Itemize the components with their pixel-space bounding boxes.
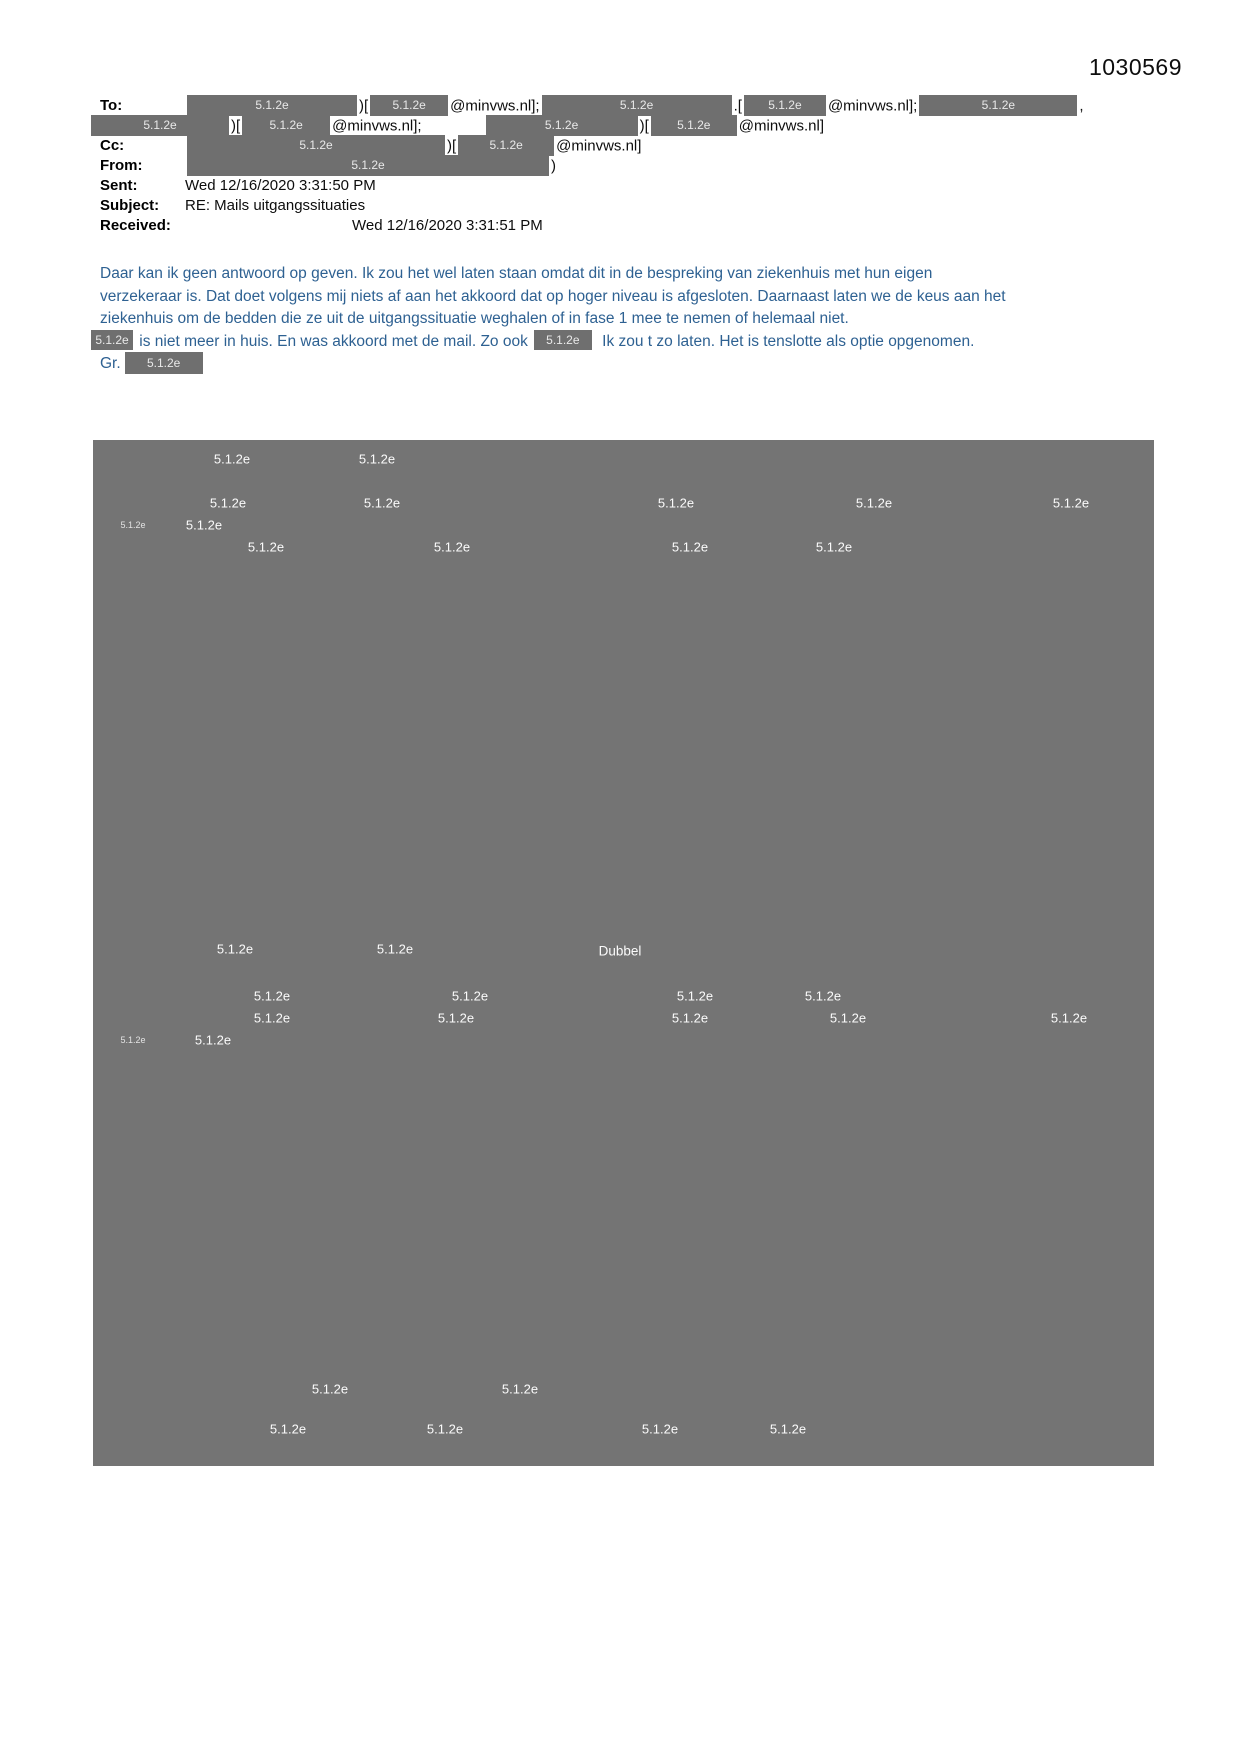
redaction-code-label: 5.1.2e xyxy=(451,988,489,1004)
redacted-block xyxy=(93,440,1154,1466)
redaction-box xyxy=(651,115,737,136)
redaction-code-label: 5.1.2e xyxy=(671,1010,709,1026)
redaction-box xyxy=(242,115,330,136)
body-line: ziekenhuis om de bedden die ze uit de uitgangssituatie weghalen of in fase 1 mee te nemen of helemaal niet. xyxy=(100,310,849,327)
to-label: To: xyxy=(100,97,123,115)
redaction-code-label: 5.1.2e xyxy=(671,539,709,555)
redaction-code-label: 5.1.2e xyxy=(120,1035,146,1045)
redaction-code-label: 5.1.2e xyxy=(804,988,842,1004)
redaction-code-label: 5.1.2e xyxy=(213,451,251,467)
redaction-code: 5.1.2e xyxy=(146,356,181,370)
redaction-code: 5.1.2e xyxy=(351,158,385,172)
header-fragment: , xyxy=(1079,97,1084,115)
subject-label: Subject: xyxy=(100,197,160,214)
header-fragment: @minvws.nl]; xyxy=(332,117,422,135)
redaction-box xyxy=(91,330,133,350)
redaction-code-label: 5.1.2e xyxy=(501,1381,539,1397)
dubbel-label: Dubbel xyxy=(598,943,642,959)
redaction-code-label: 5.1.2e xyxy=(194,1032,232,1048)
redaction-code: 5.1.2e xyxy=(255,98,289,112)
cc-label: Cc: xyxy=(100,137,125,155)
redaction-box xyxy=(91,115,229,136)
redaction-code-label: 5.1.2e xyxy=(120,520,146,530)
redaction-code-label: 5.1.2e xyxy=(376,941,414,957)
body-line: verzekeraar is. Dat doet volgens mij niets af aan het akkoord dat op hoger niveau is afgesloten. Daarnaast laten we de keus aan het xyxy=(100,287,1006,305)
redaction-code: 5.1.2e xyxy=(392,98,426,112)
redaction-code-label: 5.1.2e xyxy=(769,1421,807,1437)
redaction-code: 5.1.2e xyxy=(143,118,177,132)
redaction-code-label: 5.1.2e xyxy=(676,988,714,1004)
redaction-code: 5.1.2e xyxy=(269,118,303,132)
redaction-code-label: 5.1.2e xyxy=(829,1010,867,1026)
redaction-code: 5.1.2e xyxy=(489,138,523,152)
redaction-box xyxy=(187,135,445,156)
redaction-code-label: 5.1.2e xyxy=(1050,1010,1088,1026)
header-row-to-wrap xyxy=(100,116,1220,136)
header-row-sent xyxy=(100,176,1220,196)
sent-label: Sent: xyxy=(100,177,138,194)
body-text: is niet meer in huis. En was akkoord met de mail. Zo ook xyxy=(135,332,528,350)
redaction-code: 5.1.2e xyxy=(546,333,580,348)
redaction-box xyxy=(458,135,554,156)
redaction-code-label: 5.1.2e xyxy=(641,1421,679,1437)
redaction-code-label: 5.1.2e xyxy=(247,539,285,555)
email-body xyxy=(95,263,1140,376)
header-row-from xyxy=(100,156,1220,176)
redaction-code-label: 5.1.2e xyxy=(433,539,471,555)
redaction-code: 5.1.2e xyxy=(981,98,1016,112)
email-header xyxy=(100,96,1220,236)
body-text: Ik zou t zo laten. Het is tenslotte als optie opgenomen. xyxy=(597,332,975,350)
redaction-code-label: 5.1.2e xyxy=(269,1421,307,1437)
header-fragment: @minvws.nl] xyxy=(738,117,825,135)
received-label: Received: xyxy=(100,217,171,234)
subject-value: RE: Mails uitgangssituaties xyxy=(185,197,366,214)
redaction-code-label: 5.1.2e xyxy=(253,988,291,1004)
sent-value: Wed 12/16/2020 3:31:50 PM xyxy=(185,177,376,194)
body-line: Daar kan ik geen antwoord op geven. Ik zou het wel laten staan omdat dit in de bespreking van ziekenhuis met hun eigen xyxy=(100,265,933,282)
redaction-code: 5.1.2e xyxy=(768,98,802,112)
body-line-redacted xyxy=(95,331,1140,354)
redaction-code-label: 5.1.2e xyxy=(185,517,223,533)
from-label: From: xyxy=(100,157,143,175)
header-fragment: )[ xyxy=(231,117,241,135)
header-row-to xyxy=(100,96,1220,116)
header-row-received xyxy=(100,216,1220,236)
redaction-box xyxy=(744,95,826,116)
redaction-box xyxy=(370,95,448,116)
redaction-code-label: 5.1.2e xyxy=(855,495,893,511)
redaction-code-label: 5.1.2e xyxy=(216,941,254,957)
redaction-box xyxy=(187,95,357,116)
redaction-code: 5.1.2e xyxy=(677,118,711,132)
header-fragment: )[ xyxy=(447,137,457,155)
redaction-code: 5.1.2e xyxy=(544,118,579,132)
header-fragment: )[ xyxy=(359,97,369,115)
redaction-code-label: 5.1.2e xyxy=(815,539,853,555)
redaction-code: 5.1.2e xyxy=(95,333,129,348)
redaction-box xyxy=(486,115,638,136)
redaction-box xyxy=(187,155,549,176)
redaction-code-label: 5.1.2e xyxy=(358,451,396,467)
redaction-code-label: 5.1.2e xyxy=(253,1010,291,1026)
closing-text: Gr. xyxy=(100,355,121,373)
redaction-code-label: 5.1.2e xyxy=(363,495,401,511)
redaction-box xyxy=(534,330,592,350)
header-fragment: )[ xyxy=(639,117,649,135)
redaction-code-label: 5.1.2e xyxy=(311,1381,349,1397)
header-fragment: @minvws.nl]; xyxy=(450,97,540,115)
redaction-code-label: 5.1.2e xyxy=(657,495,695,511)
header-fragment: .[ xyxy=(733,97,742,115)
redaction-box xyxy=(125,352,203,374)
header-fragment: ) xyxy=(551,157,556,175)
header-fragment: @minvws.nl] xyxy=(556,137,642,155)
redaction-code-label: 5.1.2e xyxy=(209,495,247,511)
redaction-code: 5.1.2e xyxy=(619,98,654,112)
closing-line xyxy=(100,353,1140,376)
header-fragment: @minvws.nl]; xyxy=(827,97,918,115)
redaction-code-label: 5.1.2e xyxy=(1052,495,1090,511)
redaction-code: 5.1.2e xyxy=(299,138,333,152)
header-row-subject xyxy=(100,196,1220,216)
redaction-code-label: 5.1.2e xyxy=(437,1010,475,1026)
redaction-code-label: 5.1.2e xyxy=(426,1421,464,1437)
redaction-box xyxy=(542,95,732,116)
document-number: 1030569 xyxy=(1088,54,1182,80)
received-value: Wed 12/16/2020 3:31:51 PM xyxy=(352,217,543,234)
header-row-cc xyxy=(100,136,1220,156)
redaction-box xyxy=(919,95,1077,116)
